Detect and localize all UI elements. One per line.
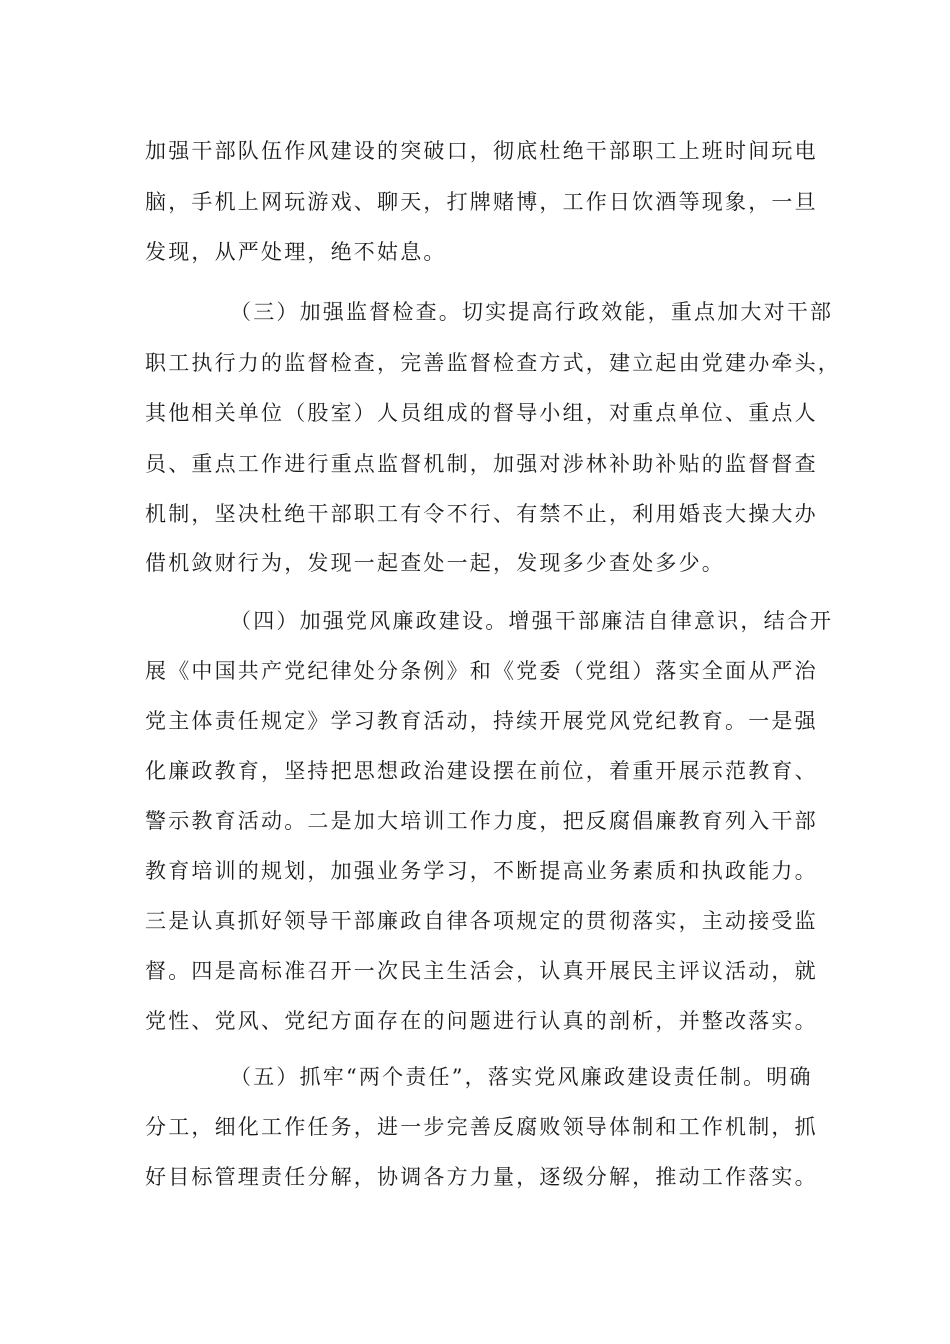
paragraph-3-line-6: 教育培训的规划，加强业务学习，不断提高业务素质和执政能力。: [145, 859, 818, 883]
paragraph-2-line-3: 其他相关单位（股室）人员组成的督导小组，对重点单位、重点人: [145, 401, 818, 425]
paragraph-2-line-1: （三）加强监督检查。切实提高行政效能，重点加大对干部: [230, 300, 834, 324]
paragraph-2-line-4: 员、重点工作进行重点监督机制，加强对涉林补助补贴的监督督查: [145, 452, 818, 476]
paragraph-3-line-4: 化廉政教育，坚持把思想政治建设摆在前位，着重开展示范教育、: [145, 759, 818, 783]
paragraph-1-line-1: 加强干部队伍作风建设的突破口，彻底杜绝干部职工上班时间玩电: [145, 139, 818, 163]
paragraph-3-line-5: 警示教育活动。二是加大培训工作力度，把反腐倡廉教育列入干部: [145, 809, 818, 833]
paragraph-3-line-8: 督。四是高标准召开一次民主生活会，认真开展民主评议活动，就: [145, 959, 818, 983]
paragraph-2-line-2: 职工执行力的监督检查，完善监督检查方式，建立起由党建办牵头，: [145, 351, 841, 375]
paragraph-3-line-2: 展《中国共产党纪律处分条例》和《党委（党组）落实全面从严治: [145, 659, 818, 683]
paragraph-4-line-2: 分工，细化工作任务，进一步完善反腐败领导体制和工作机制，抓: [145, 1115, 818, 1139]
paragraph-2-line-5: 机制，坚决杜绝干部职工有令不行、有禁不止，利用婚丧大操大办: [145, 502, 818, 526]
paragraph-1-line-3: 发现，从严处理，绝不姑息。: [145, 240, 447, 264]
paragraph-3-line-7: 三是认真抓好领导干部廉政自律各项规定的贯彻落实，主动接受监: [145, 909, 818, 933]
paragraph-3-line-3: 党主体责任规定》学习教育活动，持续开展党风党纪教育。一是强: [145, 709, 818, 733]
paragraph-4-line-1: （五）抓牢“两个责任”，落实党风廉政建设责任制。明确: [230, 1065, 813, 1089]
paragraph-4-line-3: 好目标管理责任分解，协调各方力量，逐级分解，推动工作落实。: [145, 1165, 818, 1189]
paragraph-1-line-2: 脑，手机上网玩游戏、聊天，打牌赌博，工作日饮酒等现象，一旦: [145, 190, 818, 214]
paragraph-3-line-1: （四）加强党风廉政建设。增强干部廉洁自律意识，结合开: [230, 609, 834, 633]
paragraph-3-line-9: 党性、党风、党纪方面存在的问题进行认真的剖析，并整改落实。: [145, 1009, 818, 1033]
paragraph-2-line-6: 借机敛财行为，发现一起查处一起，发现多少查处多少。: [145, 551, 725, 575]
